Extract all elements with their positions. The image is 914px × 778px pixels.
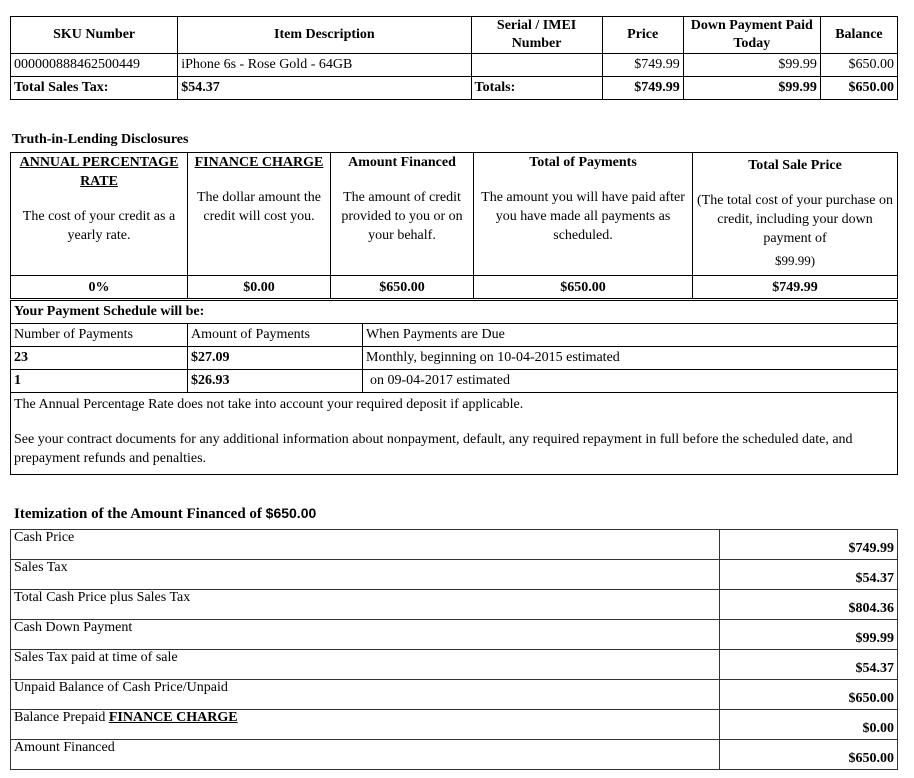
itemization-row [11,560,898,590]
itemization-title [14,505,316,523]
serial-header: Serial / IMEI Number [471,17,602,54]
tila-desc-row [11,153,898,276]
itemization-row [11,530,898,560]
description-value: iPhone 6s - Rose Gold - 64GB [178,54,471,77]
finance-charge-value: $0.00 [188,276,331,299]
itemization-label: Unpaid Balance of Cash Price/Unpaid [11,680,720,710]
itemization-row [11,650,898,680]
total-balance: $650.00 [820,77,897,100]
total-down-payment: $99.99 [683,77,820,100]
schedule-row [11,347,898,370]
itemization-finance-charge-label: FINANCE CHARGE [108,710,238,725]
schedule-count-header: Number of Payments [11,324,188,347]
total-sale-price-heading: Total Sale Price [748,158,842,173]
sku-value: 000000888462500449 [11,54,178,77]
schedule-when-text: on 09-04-2017 [370,373,453,388]
price-header: Price [602,17,683,54]
total-sales-tax-label: Total Sales Tax: [11,77,178,100]
sales-table [10,16,898,100]
balance-value: $650.00 [820,54,897,77]
contract-documents-note: See your contract documents for any additional information about nonpayment, default, any required repayment in full before the scheduled date, and prepayment refunds and penalties. [14,432,853,466]
schedule-when [363,370,898,393]
schedule-when-text: Monthly, beginning on 10-04-2015 [366,350,563,365]
total-payments-value: $650.00 [474,276,693,299]
total-payments-heading: Total of Payments [529,155,637,170]
finance-charge-desc: The dollar amount the credit will cost you. [196,190,322,224]
amount-financed-value: $650.00 [331,276,474,299]
itemization-label: Cash Down Payment [11,620,720,650]
itemization-value: $0.00 [720,710,898,740]
schedule-when-header: When Payments are Due [363,324,898,347]
apr-desc: The cost of your credit as a yearly rate. [22,209,176,243]
itemization-row [11,680,898,710]
itemization-label [11,710,720,740]
schedule-count: 23 [11,347,188,370]
itemization-value: $99.99 [720,620,898,650]
schedule-title-row [11,301,898,324]
total-sale-price-box [693,153,898,276]
amount-financed-box [331,153,474,276]
payment-schedule-table [10,300,898,475]
schedule-amount: $26.93 [188,370,363,393]
itemization-row [11,620,898,650]
apr-value: 0% [11,276,188,299]
totals-label: Totals: [471,77,602,100]
schedule-amount-header: Amount of Payments [188,324,363,347]
total-sale-price-value: $749.99 [693,276,898,299]
itemization-label-text: Balance Prepaid [14,710,106,725]
total-price: $749.99 [602,77,683,100]
apr-deposit-note: The Annual Percentage Rate does not take into account your required deposit if applicable. [14,397,524,412]
schedule-notes-row [11,393,898,475]
itemization-table [10,529,898,770]
itemization-value: $54.37 [720,560,898,590]
schedule-amount: $27.09 [188,347,363,370]
itemization-label: Sales Tax paid at time of sale [11,650,720,680]
itemization-label: Amount Financed [11,740,720,770]
itemization-title-amount: $650.00 [265,505,317,521]
tila-title: Truth-in-Lending Disclosures [12,132,189,147]
itemization-label: Sales Tax [11,560,720,590]
amount-financed-desc: The amount of credit provided to you or on your behalf. [341,190,463,243]
amount-financed-heading: Amount Financed [348,155,456,170]
apr-box [11,153,188,276]
tila-value-row [11,276,898,299]
schedule-title: Your Payment Schedule will be: [11,301,898,324]
tila-table [10,152,898,299]
down-payment-value: $99.99 [683,54,820,77]
itemization-value: $749.99 [720,530,898,560]
itemization-row [11,740,898,770]
serial-value [471,54,602,77]
price-value: $749.99 [602,54,683,77]
total-payments-desc: The amount you will have paid after you have made all payments as scheduled. [481,190,685,243]
sales-totals-row [11,77,898,100]
apr-heading: ANNUAL PERCENTAGE RATE [19,155,179,189]
balance-header: Balance [820,17,897,54]
total-sales-tax-value: $54.37 [178,77,471,100]
sales-header-row [11,17,898,54]
itemization-value: $650.00 [720,740,898,770]
schedule-notes [11,393,898,475]
schedule-row [11,370,898,393]
itemization-title-text: Itemization of the Amount Financed of [14,506,262,522]
schedule-when [363,347,898,370]
schedule-count: 1 [11,370,188,393]
itemization-row [11,710,898,740]
itemization-value: $54.37 [720,650,898,680]
schedule-note: estimated [566,350,620,365]
itemization-row [11,590,898,620]
schedule-note: estimated [456,373,510,388]
itemization-label: Cash Price [11,530,720,560]
sku-header: SKU Number [11,17,178,54]
itemization-value: $804.36 [720,590,898,620]
total-sale-price-desc: (The total cost of your purchase on credit, including your down payment of [697,193,893,246]
down-payment-header: Down Payment Paid Today [683,17,820,54]
sales-item-row [11,54,898,77]
total-payments-box [474,153,693,276]
schedule-header-row [11,324,898,347]
total-sale-price-down: $99.99) [774,253,816,268]
description-header: Item Description [178,17,471,54]
itemization-label: Total Cash Price plus Sales Tax [11,590,720,620]
itemization-value: $650.00 [720,680,898,710]
finance-charge-box [188,153,331,276]
finance-charge-heading: FINANCE CHARGE [194,155,324,170]
